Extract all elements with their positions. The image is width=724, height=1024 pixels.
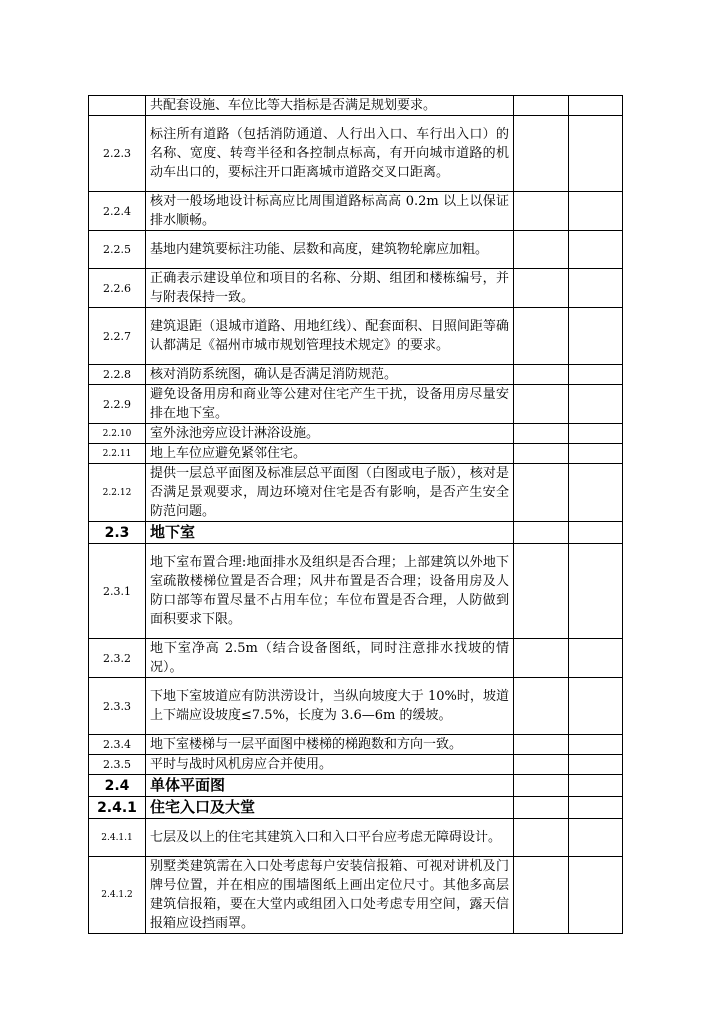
checklist-row <box>89 308 623 365</box>
check-cell-a[interactable] <box>514 231 569 269</box>
check-cell-a[interactable] <box>514 424 569 444</box>
item-number: 2.2.8 <box>89 365 146 385</box>
check-cell-b[interactable] <box>569 522 623 544</box>
item-number: 2.2.9 <box>89 385 146 424</box>
check-cell-a[interactable] <box>514 797 569 819</box>
check-cell-b[interactable] <box>569 424 623 444</box>
checklist-row <box>89 269 623 308</box>
check-cell-b[interactable] <box>569 755 623 775</box>
item-number: 2.3.5 <box>89 755 146 775</box>
check-cell-b[interactable] <box>569 678 623 735</box>
item-number: 2.3.3 <box>89 678 146 735</box>
check-cell-a[interactable] <box>514 269 569 308</box>
check-cell-a[interactable] <box>514 116 569 192</box>
check-cell-a[interactable] <box>514 544 569 639</box>
check-cell-b[interactable] <box>569 269 623 308</box>
check-cell-a[interactable] <box>514 819 569 857</box>
check-cell-b[interactable] <box>569 819 623 857</box>
item-number: 2.2.5 <box>89 231 146 269</box>
check-cell-b[interactable] <box>569 464 623 522</box>
check-cell-b[interactable] <box>569 444 623 464</box>
check-cell-b[interactable] <box>569 544 623 639</box>
checklist-row <box>89 424 623 444</box>
item-number: 2.4 <box>89 775 146 797</box>
check-cell-a[interactable] <box>514 678 569 735</box>
checklist-row <box>89 231 623 269</box>
check-cell-a[interactable] <box>514 464 569 522</box>
item-requirement: 室外泳池旁应设计淋浴设施。 <box>146 424 514 444</box>
item-requirement: 地上车位应避免紧邻住宅。 <box>146 444 514 464</box>
check-cell-b[interactable] <box>569 192 623 231</box>
section-header-row <box>89 797 623 819</box>
item-number: 2.3.2 <box>89 639 146 678</box>
item-requirement: 基地内建筑要标注功能、层数和高度，建筑物轮廓应加粗。 <box>146 231 514 269</box>
check-cell-b[interactable] <box>569 775 623 797</box>
check-cell-b[interactable] <box>569 308 623 365</box>
section-header-row <box>89 775 623 797</box>
check-cell-b[interactable] <box>569 116 623 192</box>
checklist-row <box>89 192 623 231</box>
item-requirement: 核对一般场地设计标高应比周围道路标高高 0.2m 以上以保证排水顺畅。 <box>146 192 514 231</box>
item-number: 2.2.3 <box>89 116 146 192</box>
item-number: 2.2.4 <box>89 192 146 231</box>
review-checklist-table <box>88 95 623 934</box>
check-cell-b[interactable] <box>569 96 623 116</box>
checklist-row <box>89 365 623 385</box>
item-number: 2.2.7 <box>89 308 146 365</box>
item-number: 2.4.1.2 <box>89 857 146 934</box>
check-cell-a[interactable] <box>514 444 569 464</box>
item-requirement: 平时与战时风机房应合并使用。 <box>146 755 514 775</box>
item-requirement: 七层及以上的住宅其建筑入口和入口平台应考虑无障碍设计。 <box>146 819 514 857</box>
check-cell-a[interactable] <box>514 192 569 231</box>
item-requirement: 标注所有道路（包括消防通道、人行出入口、车行出入口）的名称、宽度、转弯半径和各控制点标高，有开向城市道路的机动车出口的，要标注开口距离城市道路交叉口距离。 <box>146 116 514 192</box>
item-requirement: 建筑退距（退城市道路、用地红线）、配套面积、日照间距等确认都满足《福州市城市规划管理技术规定》的要求。 <box>146 308 514 365</box>
checklist-row <box>89 544 623 639</box>
section-title: 地下室 <box>146 522 514 544</box>
item-requirement: 避免设备用房和商业等公建对住宅产生干扰，设备用房尽量安排在地下室。 <box>146 385 514 424</box>
check-cell-b[interactable] <box>569 797 623 819</box>
check-cell-b[interactable] <box>569 365 623 385</box>
check-cell-a[interactable] <box>514 755 569 775</box>
item-number: 2.2.12 <box>89 464 146 522</box>
check-cell-b[interactable] <box>569 639 623 678</box>
item-requirement: 正确表示建设单位和项目的名称、分期、组团和楼栋编号，并与附表保持一致。 <box>146 269 514 308</box>
section-title: 单体平面图 <box>146 775 514 797</box>
checklist-row <box>89 678 623 735</box>
checklist-row <box>89 385 623 424</box>
checklist-row <box>89 116 623 192</box>
checklist-row <box>89 444 623 464</box>
check-cell-a[interactable] <box>514 639 569 678</box>
check-cell-a[interactable] <box>514 385 569 424</box>
section-header-row <box>89 522 623 544</box>
checklist-row <box>89 857 623 934</box>
checklist-row <box>89 639 623 678</box>
check-cell-a[interactable] <box>514 857 569 934</box>
item-number: 2.2.6 <box>89 269 146 308</box>
check-cell-a[interactable] <box>514 365 569 385</box>
item-requirement: 别墅类建筑需在入口处考虑每户安装信报箱、可视对讲机及门牌号位置，并在相应的围墙图纸上画出定位尺寸。其他多高层建筑信报箱，要在大堂内或组团入口处考虑专用空间，露天信报箱应设挡雨罩。 <box>146 857 514 934</box>
check-cell-b[interactable] <box>569 385 623 424</box>
item-number: 2.3 <box>89 522 146 544</box>
check-cell-a[interactable] <box>514 775 569 797</box>
item-number: 2.2.11 <box>89 444 146 464</box>
item-requirement: 提供一层总平面图及标准层总平面图（白图或电子版），核对是否满足景观要求，周边环境对住宅是否有影响，是否产生安全防范问题。 <box>146 464 514 522</box>
check-cell-a[interactable] <box>514 308 569 365</box>
check-cell-a[interactable] <box>514 735 569 755</box>
check-cell-b[interactable] <box>569 735 623 755</box>
checklist-row <box>89 755 623 775</box>
item-number: 2.4.1.1 <box>89 819 146 857</box>
check-cell-a[interactable] <box>514 96 569 116</box>
checklist-row <box>89 735 623 755</box>
section-title: 住宅入口及大堂 <box>146 797 514 819</box>
item-number <box>89 96 146 116</box>
item-number: 2.3.4 <box>89 735 146 755</box>
checklist-row <box>89 464 623 522</box>
item-requirement: 下地下室坡道应有防洪涝设计，当纵向坡度大于 10%时，坡道上下端应设坡度≤7.5%，长度为 3.6—6m 的缓坡。 <box>146 678 514 735</box>
item-number: 2.2.10 <box>89 424 146 444</box>
item-requirement: 核对消防系统图，确认是否满足消防规范。 <box>146 365 514 385</box>
item-requirement: 地下室楼梯与一层平面图中楼梯的梯跑数和方向一致。 <box>146 735 514 755</box>
item-requirement: 地下室净高 2.5m（结合设备图纸，同时注意排水找坡的情况）。 <box>146 639 514 678</box>
item-number: 2.4.1 <box>89 797 146 819</box>
item-number: 2.3.1 <box>89 544 146 639</box>
checklist-row <box>89 96 623 116</box>
check-cell-b[interactable] <box>569 857 623 934</box>
check-cell-b[interactable] <box>569 231 623 269</box>
checklist-row <box>89 819 623 857</box>
item-requirement: 地下室布置合理:地面排水及组织是否合理；上部建筑以外地下室疏散楼梯位置是否合理；风井布置是否合理；设备用房及人防口部等布置尽量不占用车位；车位布置是否合理，人防做到面积要求下限。 <box>146 544 514 639</box>
item-requirement: 共配套设施、车位比等大指标是否满足规划要求。 <box>146 96 514 116</box>
check-cell-a[interactable] <box>514 522 569 544</box>
